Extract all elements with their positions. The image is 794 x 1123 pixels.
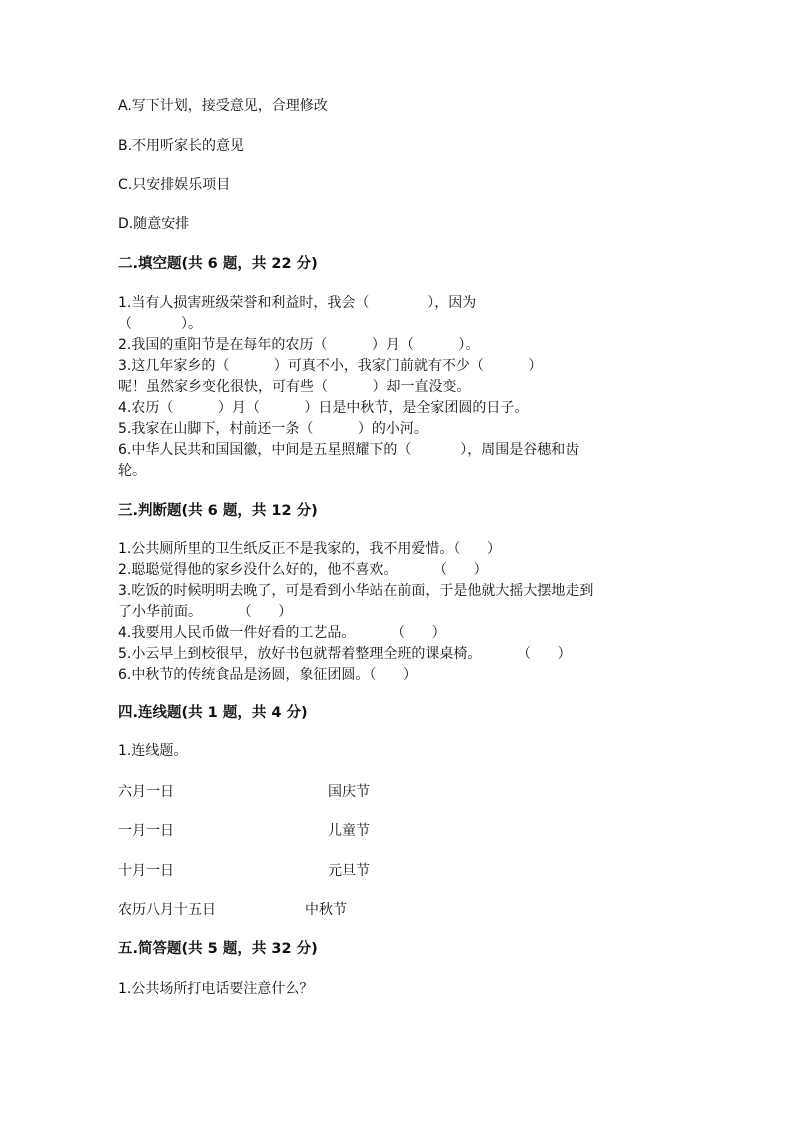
fill-blank-line: 1.当有人损害班级荣誉和利益时，我会（ ），因为 — [118, 295, 477, 311]
fill-blank-line: 6.中华人民共和国国徽，中间是五星照耀下的（ ），周围是谷穗和齿 — [118, 442, 580, 458]
matching-left-item: 六月一日 — [118, 784, 174, 800]
matching-left-item: 一月一日 — [118, 823, 174, 839]
true-false-line: 2.聪聪觉得他的家乡没什么好的，他不喜欢。 （ ） — [118, 562, 488, 578]
matching-right-item: 中秋节 — [305, 902, 347, 918]
true-false-line: 3.吃饭的时候明明去晚了，可是看到小华站在前面，于是他就大摇大摆地走到 — [118, 583, 594, 599]
true-false-line: 5.小云早上到校很早，放好书包就帮着整理全班的课桌椅。 （ ） — [118, 646, 572, 662]
matching-right-item: 儿童节 — [328, 823, 370, 839]
matching-left-item: 农历八月十五日 — [118, 902, 216, 918]
section-heading-short-answer: 五.简答题(共 5 题，共 32 分) — [118, 941, 318, 957]
fill-blank-line: 3.这几年家乡的（ ）可真不小，我家门前就有不少（ ） — [118, 358, 543, 374]
matching-question: 1.连线题。 — [118, 743, 188, 759]
true-false-line: 了小华前面。 （ ） — [118, 604, 293, 620]
fill-blank-line: 5.我家在山脚下，村前还一条（ ）的小河。 — [118, 421, 428, 437]
matching-right-item: 国庆节 — [328, 784, 370, 800]
option-b: B.不用听家长的意见 — [118, 138, 245, 154]
fill-blank-line: 轮。 — [118, 463, 146, 479]
fill-blank-line: 2.我国的重阳节是在每年的农历（ ）月（ ）。 — [118, 337, 480, 353]
option-a: A.写下计划，接受意见，合理修改 — [118, 98, 328, 114]
fill-blank-line: 4.农历（ ）月（ ）日是中秋节，是全家团圆的日子。 — [118, 400, 529, 416]
option-d: D.随意安排 — [118, 216, 190, 232]
matching-right-item: 元旦节 — [328, 863, 370, 879]
matching-left-item: 十月一日 — [118, 863, 174, 879]
true-false-line: 4.我要用人民币做一件好看的工艺品。 （ ） — [118, 625, 446, 641]
fill-blank-line: 呢！虽然家乡变化很快，可有些（ ）却一直没变。 — [118, 379, 471, 395]
section-heading-true-false: 三.判断题(共 6 题，共 12 分) — [118, 503, 318, 519]
section-heading-matching: 四.连线题(共 1 题，共 4 分) — [118, 705, 308, 721]
short-answer-question: 1.公共场所打电话要注意什么？ — [118, 981, 314, 997]
true-false-line: 6.中秋节的传统食品是汤圆，象征团圆。（ ） — [118, 667, 418, 683]
option-c: C.只安排娱乐项目 — [118, 177, 231, 193]
section-heading-fill-blank: 二.填空题(共 6 题，共 22 分) — [118, 256, 318, 272]
fill-blank-line: （ ）。 — [118, 316, 202, 332]
true-false-line: 1.公共厕所里的卫生纸反正不是我家的，我不用爱惜。（ ） — [118, 541, 502, 557]
